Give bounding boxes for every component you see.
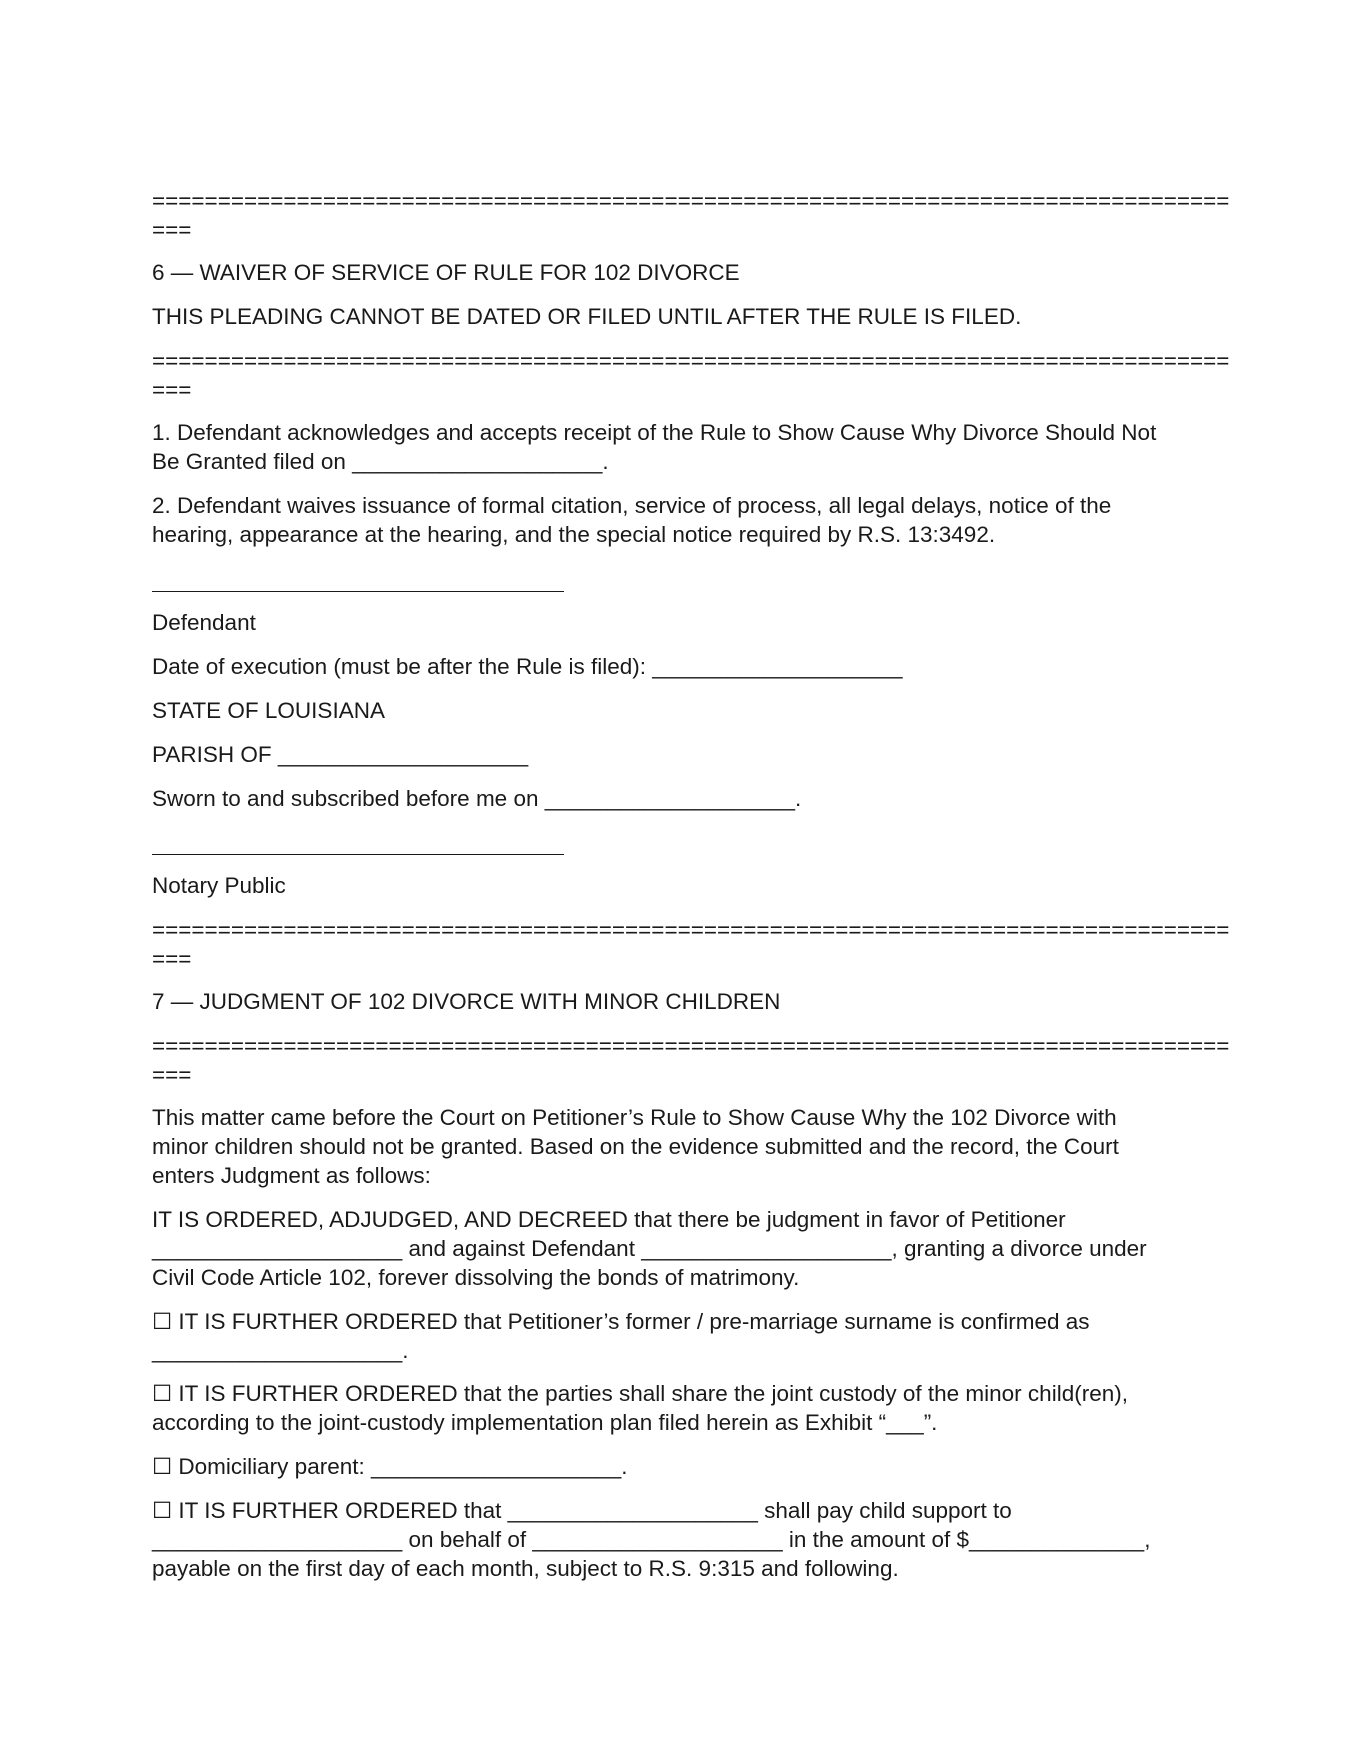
domiciliary-parent-line: ☐ Domiciliary parent: ____________________. xyxy=(152,1454,628,1479)
separator: ================================================================================== xyxy=(152,188,1230,213)
notary-label: Notary Public xyxy=(152,873,286,898)
section-6-notice: THIS PLEADING CANNOT BE DATED OR FILED UNTIL AFTER THE RULE IS FILED. xyxy=(152,304,1022,329)
paragraph-2-line: hearing, appearance at the hearing, and the special notice required by R.S. 13:3492. xyxy=(152,522,996,547)
separator: === xyxy=(152,946,192,971)
ordered-line: Civil Code Article 102, forever dissolving the bonds of matrimony. xyxy=(152,1265,800,1290)
state-label: STATE OF LOUISIANA xyxy=(152,698,385,723)
intro-line: This matter came before the Court on Petitioner’s Rule to Show Cause Why the 102 Divorce with xyxy=(152,1105,1117,1130)
separator: === xyxy=(152,217,192,242)
paragraph-1-line: 1. Defendant acknowledges and accepts receipt of the Rule to Show Cause Why Divorce Should Not xyxy=(152,420,1157,445)
custody-line: according to the joint-custody implementation plan filed herein as Exhibit “___”. xyxy=(152,1410,938,1435)
section-7-title: 7 — JUDGMENT OF 102 DIVORCE WITH MINOR CHILDREN xyxy=(152,989,781,1014)
separator: === xyxy=(152,377,192,402)
date-of-execution: Date of execution (must be after the Rule is filed): ____________________ xyxy=(152,654,903,679)
paragraph-1-line: Be Granted filed on ____________________. xyxy=(152,449,609,474)
surname-line: ☐ IT IS FURTHER ORDERED that Petitioner’s former / pre-marriage surname is confirmed as xyxy=(152,1309,1090,1334)
defendant-signature-line xyxy=(152,591,564,592)
section-6-title: 6 — WAIVER OF SERVICE OF RULE FOR 102 DIVORCE xyxy=(152,260,740,285)
notary-signature-line xyxy=(152,854,564,855)
support-line: payable on the first day of each month, subject to R.S. 9:315 and following. xyxy=(152,1556,899,1581)
separator: ================================================================================== xyxy=(152,1033,1230,1058)
defendant-label: Defendant xyxy=(152,610,256,635)
intro-line: enters Judgment as follows: xyxy=(152,1163,431,1188)
sworn-statement: Sworn to and subscribed before me on ____________________. xyxy=(152,786,802,811)
separator: ================================================================================== xyxy=(152,348,1230,373)
custody-line: ☐ IT IS FURTHER ORDERED that the parties shall share the joint custody of the minor child(ren), xyxy=(152,1381,1128,1406)
intro-line: minor children should not be granted. Based on the evidence submitted and the record, the Court xyxy=(152,1134,1119,1159)
parish-label: PARISH OF ____________________ xyxy=(152,742,529,767)
separator: === xyxy=(152,1062,192,1087)
support-line: ☐ IT IS FURTHER ORDERED that ____________________ shall pay child support to xyxy=(152,1498,1012,1523)
ordered-line: IT IS ORDERED, ADJUDGED, AND DECREED that there be judgment in favor of Petitioner xyxy=(152,1207,1066,1232)
separator: ================================================================================== xyxy=(152,917,1230,942)
ordered-line: ____________________ and against Defendant ____________________, granting a divorce under xyxy=(152,1236,1147,1261)
surname-line: ____________________. xyxy=(152,1338,409,1363)
paragraph-2-line: 2. Defendant waives issuance of formal citation, service of process, all legal delays, notice of the xyxy=(152,493,1112,518)
support-line: ____________________ on behalf of ____________________ in the amount of $______________, xyxy=(152,1527,1151,1552)
